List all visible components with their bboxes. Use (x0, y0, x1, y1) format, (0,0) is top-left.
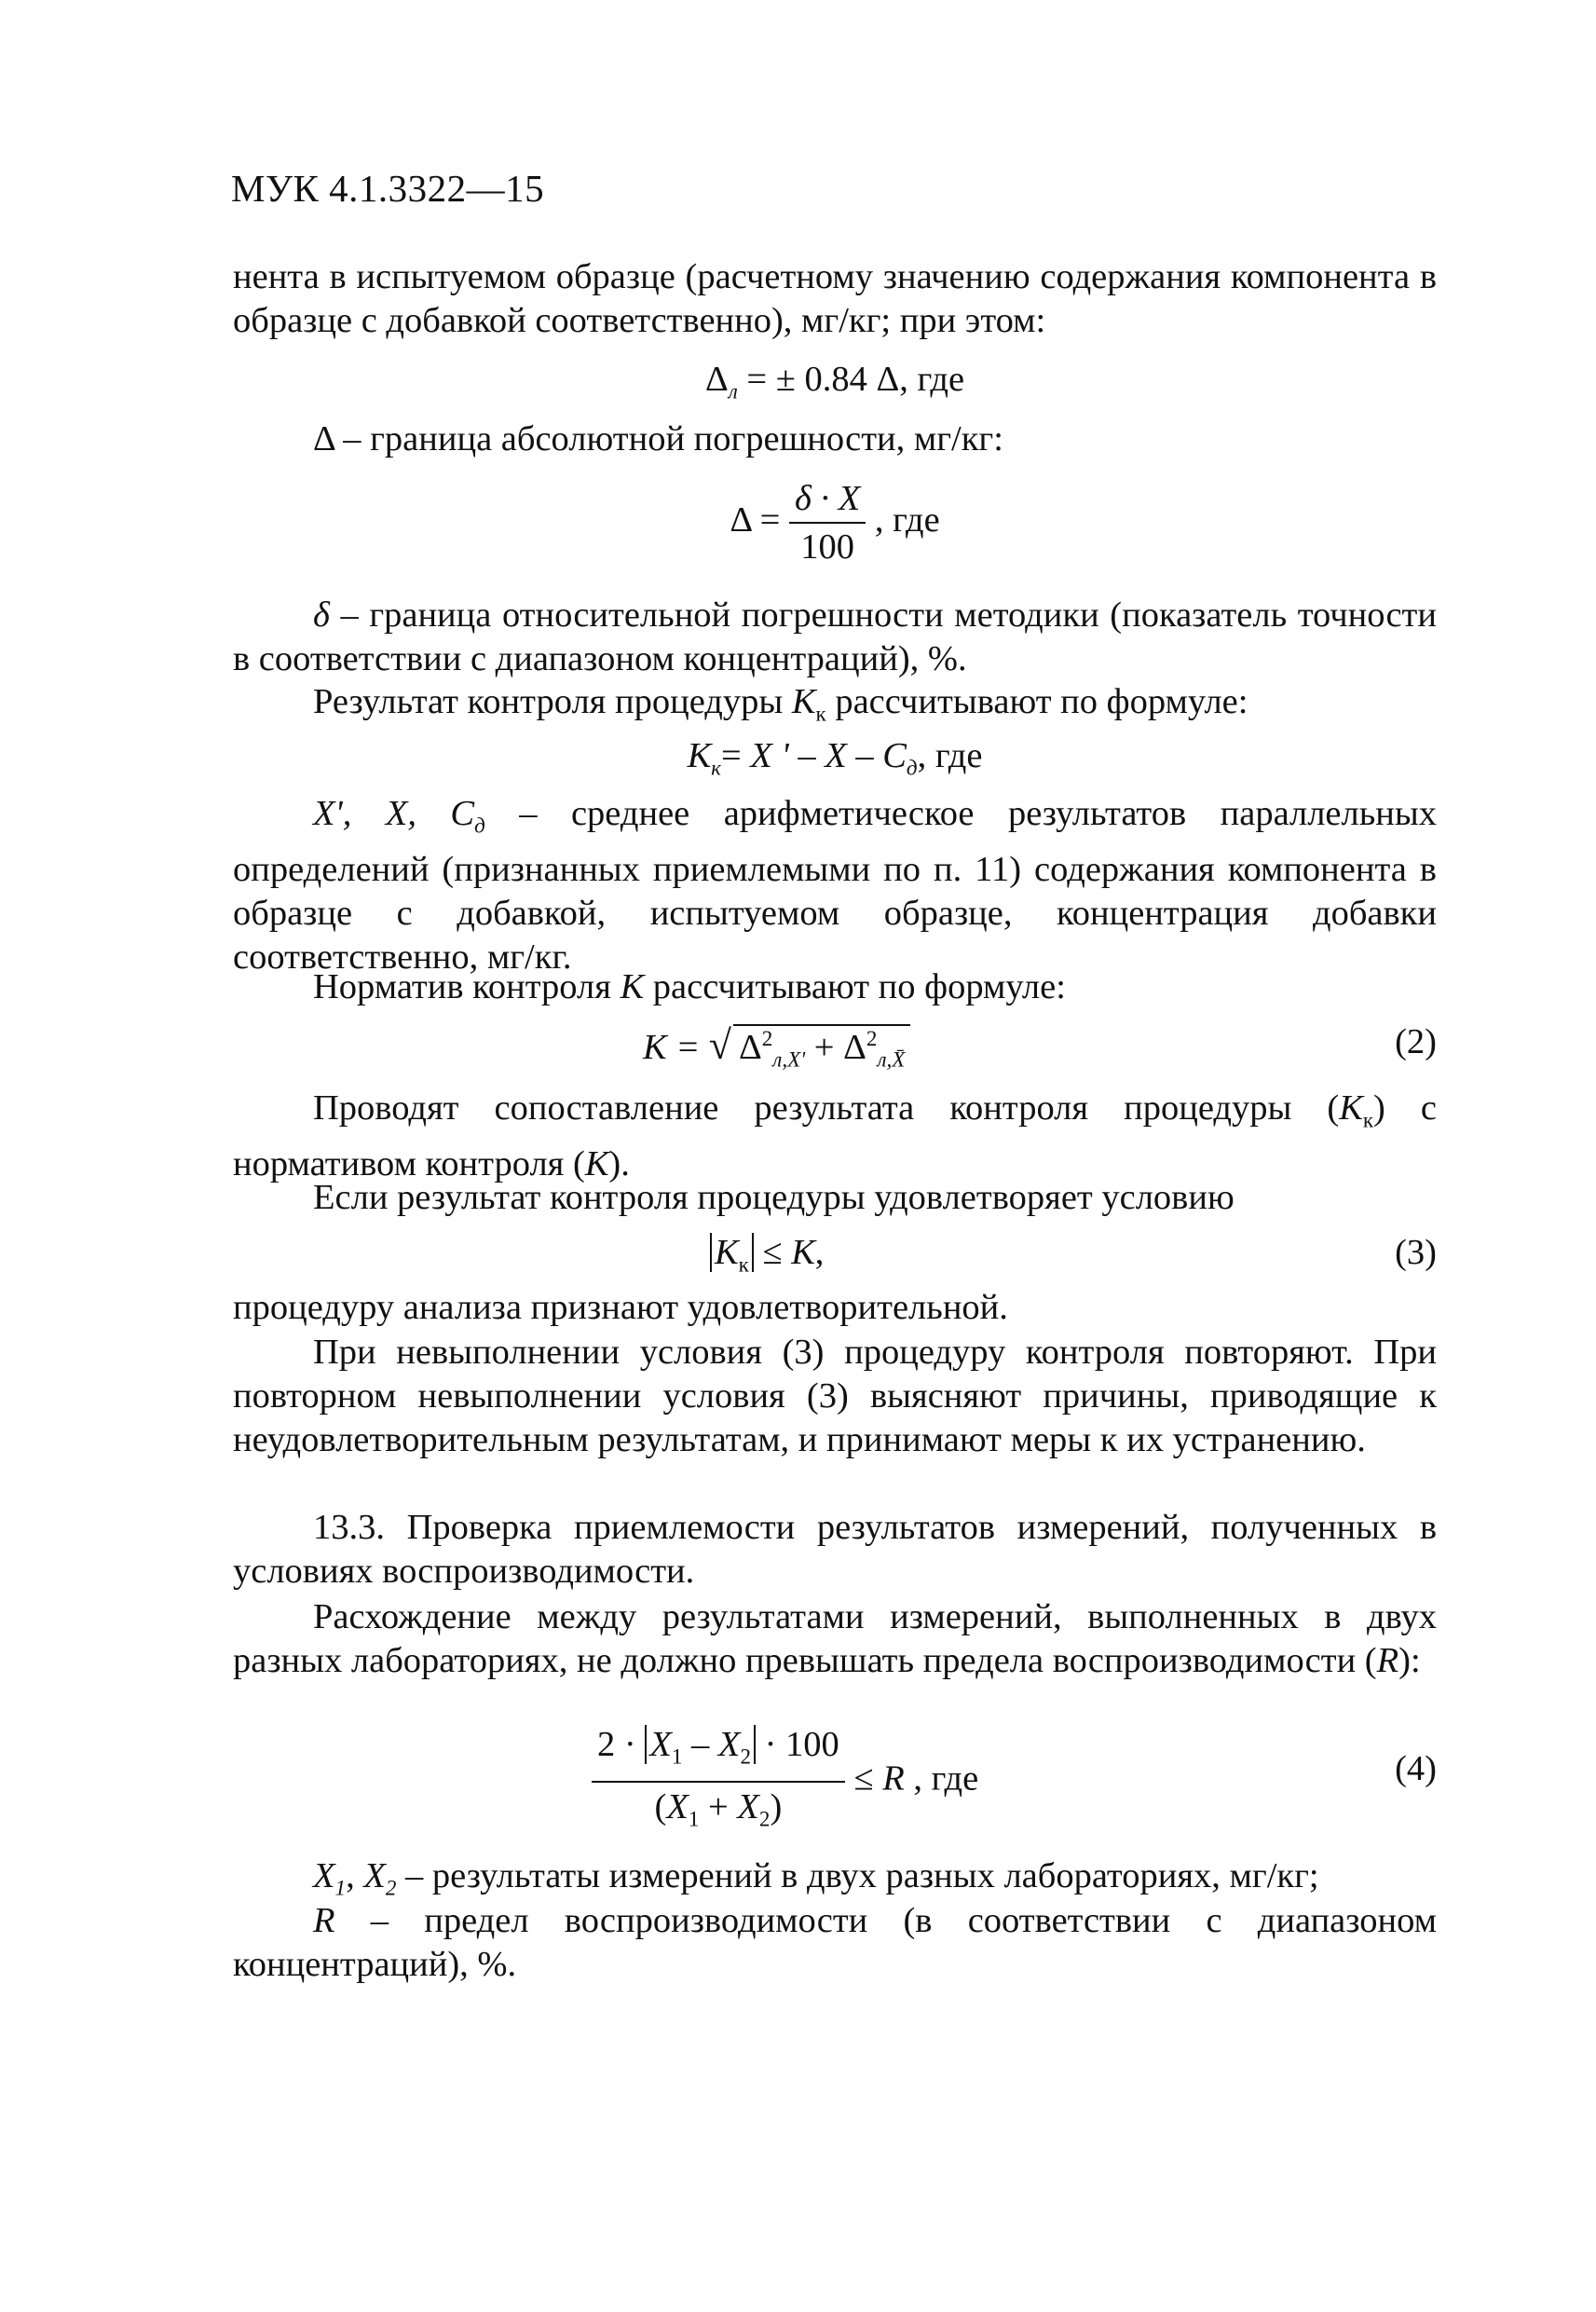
num-x1-sub: 1 (671, 1744, 683, 1769)
den-open: ( (654, 1786, 667, 1826)
fail-paragraph: При невыполнении условия (3) процедуру контроля повторяют. При повторном невыполнении условия (3) выясняют причины, приводящие к неудовлетворительным результатам, и принимают меры к их устранению. (233, 1333, 1437, 1459)
formula-3-k: К (715, 1233, 739, 1272)
def-r: R (313, 1901, 335, 1940)
formula-2-line (233, 1021, 1437, 1077)
formula-4-line (233, 1722, 1437, 1831)
delta-symbol: Δ (704, 360, 729, 399)
term2-delta: Δ (843, 1028, 866, 1067)
formula-kk (233, 734, 1437, 790)
formula-4-r: R (882, 1758, 905, 1799)
equation-number-3: (3) (1395, 1233, 1437, 1272)
abs-kk (710, 1233, 754, 1277)
formula-delta-fraction (789, 477, 866, 568)
num-x2-sub: 2 (740, 1744, 751, 1769)
equation-number-2: (2) (1395, 1022, 1437, 1061)
formula-3-le: ≤ (753, 1233, 792, 1272)
if-paragraph: Если результат контроля процедуры удовлетворяет условию (313, 1178, 1235, 1217)
norm-symbol: К (620, 967, 645, 1006)
formula-3-line (233, 1232, 1437, 1288)
formula-kk-x: X (825, 736, 847, 775)
compare-paragraph (233, 1087, 1437, 1186)
formula-kk-x1: X ' (750, 736, 789, 775)
formula-kk-c-sub: д (906, 755, 918, 780)
delta-small-symbol: δ (313, 595, 330, 635)
paragraph-continuation: нента в испытуемом образце (расчетному значению содержания компонента в образце с добавкой соответственно), мг/кг; при этом: (233, 257, 1437, 340)
term1-sup: 2 (761, 1026, 773, 1051)
formula-2 (643, 1021, 910, 1073)
delta-subscript: л (728, 378, 738, 404)
accept-paragraph: процедуру анализа признают удовлетворительной. (233, 1288, 1008, 1327)
formula-4 (592, 1722, 978, 1840)
formula-delta-suffix: , где (874, 499, 940, 540)
compare-k-sub: к (1362, 1107, 1374, 1132)
kk-intro-after: рассчитывают по формуле: (825, 682, 1248, 721)
delta-definition: Δ – граница абсолютной погрешности, мг/кг: (313, 419, 1003, 458)
def-x1: X (313, 1856, 335, 1895)
fraction-numerator: δ · X (794, 479, 861, 518)
formula-delta-l (233, 358, 1437, 414)
compare-k2: К (584, 1143, 609, 1183)
den-x1: X (666, 1786, 689, 1826)
variables-sub: д (474, 813, 485, 838)
fraction-denominator: 100 (789, 522, 866, 568)
formula-kk-c: C (882, 736, 907, 775)
equation-number-4: (4) (1395, 1749, 1437, 1788)
norm-intro (233, 965, 1437, 1009)
kk-intro-before: Результат контроля процедуры (313, 682, 792, 721)
den-x2-sub: 2 (758, 1806, 771, 1831)
formula-3-k-sub: к (738, 1252, 749, 1277)
formula-delta (233, 477, 1437, 568)
def-x12-text: – результаты измерений в двух разных лабораториях, мг/кг; (396, 1856, 1319, 1895)
formula-kk-suffix: , где (917, 736, 983, 775)
norm-intro-before: Норматив контроля (313, 967, 621, 1006)
def-x2-sub: 2 (385, 1875, 397, 1900)
formula-4-fraction (592, 1722, 845, 1840)
variables-symbols: X', X, C (313, 794, 475, 833)
variables-text: – среднее арифметическое результатов параллельных определений (признанных приемлемыми по п. 11) содержания компонента в образце с добавкой, испытуемом образце, концентрация добавки соответственно, мг/кг. (233, 794, 1437, 977)
num-x2: X (717, 1725, 741, 1764)
den-x1-sub: 1 (688, 1806, 700, 1831)
term-plus: + (805, 1028, 844, 1067)
difference-before: Расхождение между результатами измерений, выполненных в двух разных лабораториях, не должно превышать предела воспроизводимости ( (233, 1597, 1437, 1680)
section-13-3: 13.3. Проверка приемлемости результатов измерений, полученных в условиях воспроизводимости. (233, 1508, 1437, 1591)
formula-delta-lhs: Δ = (730, 499, 781, 540)
formula-3 (710, 1232, 824, 1278)
page-header: МУК 4.1.3322—15 (231, 167, 545, 210)
compare-before: Проводят сопоставление результата контроля процедуры ( (313, 1088, 1340, 1128)
def-x2: X (363, 1856, 386, 1895)
compare-mid: ) с нормативом контроля ( (233, 1088, 1437, 1183)
def-r-text: – предел воспроизводимости (в соответствии с диапазоном концентраций), %. (233, 1901, 1437, 1984)
term2-sup: 2 (866, 1026, 878, 1051)
r-definition (233, 1899, 1437, 1987)
compare-after: ). (608, 1143, 630, 1183)
def-comma: , (346, 1856, 364, 1895)
kk-intro (233, 680, 1437, 736)
den-close: ) (770, 1786, 783, 1826)
sqrt-sign: √ (708, 1022, 731, 1068)
den-plus: + (699, 1786, 738, 1826)
num-pre: 2 · (597, 1725, 646, 1764)
formula-kk-k-sub: к (711, 755, 721, 780)
term1-sub: л,X' (772, 1047, 806, 1072)
den-x2: X (737, 1786, 759, 1826)
num-post: · 100 (755, 1725, 839, 1764)
term1-delta: Δ (738, 1028, 762, 1067)
difference-paragraph (233, 1595, 1437, 1683)
difference-r: R (1376, 1641, 1399, 1680)
def-x1-sub: 1 (334, 1875, 347, 1900)
formula-4-le: ≤ (844, 1758, 883, 1799)
delta-small-definition (233, 594, 1437, 681)
formula-2-lhs: К = (643, 1028, 701, 1067)
formula-kk-eq: = (720, 736, 751, 775)
term2-sub: л,X̄ (877, 1047, 906, 1072)
formula-3-comma: , (814, 1233, 825, 1272)
formula-kk-minus2: – (846, 736, 883, 775)
formula-delta-l-rhs: = ± 0.84 Δ, где (737, 360, 965, 399)
variables-definition (233, 792, 1437, 979)
difference-after: ): (1398, 1641, 1421, 1680)
formula-4-denominator (592, 1781, 845, 1841)
formula-4-suffix: , где (904, 1758, 979, 1799)
formula-4-numerator (592, 1722, 845, 1781)
compare-k: К (1339, 1088, 1363, 1128)
abs-diff (645, 1725, 756, 1769)
formula-kk-k: К (687, 736, 712, 775)
kk-symbol: К (791, 682, 816, 721)
num-minus: – (682, 1725, 718, 1764)
norm-intro-after: рассчитывают по формуле: (644, 967, 1066, 1006)
num-x1: X (649, 1725, 672, 1764)
sqrt-body (733, 1024, 910, 1073)
kk-subscript: к (815, 701, 826, 726)
formula-kk-minus1: – (788, 736, 825, 775)
delta-small-text: – граница относительной погрешности методики (показатель точности в соответствии с диапазоном концентраций), %. (233, 595, 1437, 678)
formula-3-k2: К (791, 1233, 815, 1272)
